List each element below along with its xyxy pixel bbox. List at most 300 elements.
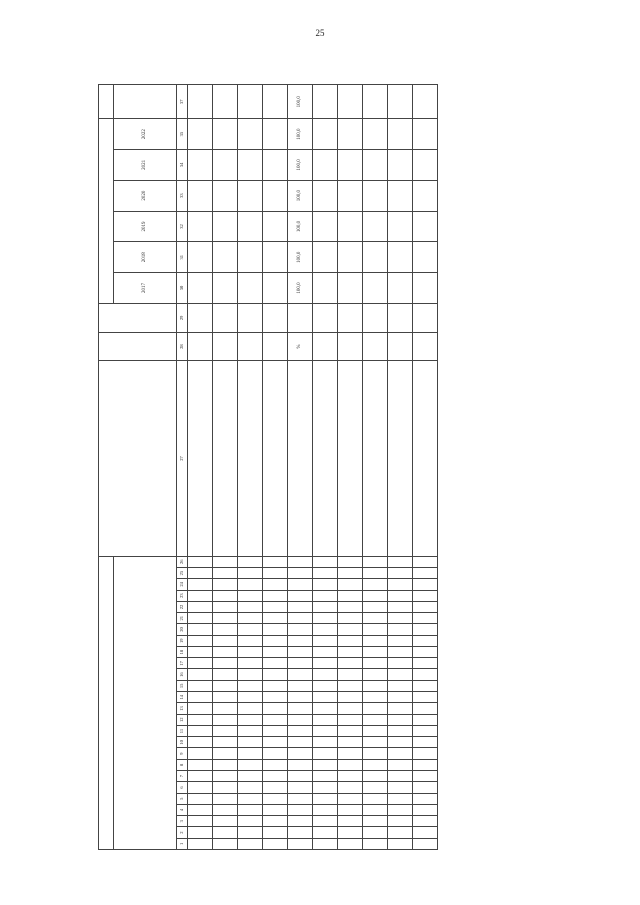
code-cell bbox=[263, 692, 288, 703]
code-cell bbox=[238, 613, 263, 624]
table-row bbox=[313, 85, 338, 850]
table-row bbox=[188, 85, 213, 850]
column-number: 23 bbox=[177, 590, 188, 601]
row-year-value bbox=[313, 149, 338, 180]
code-cell bbox=[338, 804, 363, 815]
row-name bbox=[288, 361, 313, 556]
column-number: 18 bbox=[177, 646, 188, 657]
code-cell bbox=[263, 635, 288, 646]
row-fin-year bbox=[188, 303, 213, 332]
code-cell bbox=[288, 646, 313, 657]
code-cell bbox=[313, 624, 338, 635]
row-year-value bbox=[338, 119, 363, 150]
row-year-value bbox=[413, 273, 438, 304]
row-year-value bbox=[413, 149, 438, 180]
code-cell bbox=[238, 556, 263, 567]
column-number: 27 bbox=[177, 361, 188, 556]
code-cell bbox=[363, 635, 388, 646]
row-year-value bbox=[388, 149, 413, 180]
code-cell bbox=[338, 725, 363, 736]
row-year-value bbox=[213, 149, 238, 180]
code-cell bbox=[413, 613, 438, 624]
code-cell bbox=[388, 714, 413, 725]
row-year-value bbox=[213, 273, 238, 304]
code-cell bbox=[238, 579, 263, 590]
code-cell bbox=[213, 793, 238, 804]
row-target bbox=[413, 85, 438, 119]
row-year-value bbox=[238, 273, 263, 304]
code-cell bbox=[188, 635, 213, 646]
code-cell bbox=[213, 556, 238, 567]
row-year-value bbox=[388, 273, 413, 304]
code-cell bbox=[313, 601, 338, 612]
code-cell bbox=[338, 703, 363, 714]
column-number: 37 bbox=[177, 85, 188, 119]
code-cell bbox=[238, 703, 263, 714]
row-target bbox=[238, 85, 263, 119]
code-cell bbox=[338, 771, 363, 782]
code-cell bbox=[388, 827, 413, 838]
column-number: 17 bbox=[177, 658, 188, 669]
table-row bbox=[238, 85, 263, 850]
row-year-value: 100,0 bbox=[288, 149, 313, 180]
column-number: 16 bbox=[177, 669, 188, 680]
code-cell bbox=[363, 816, 388, 827]
row-year-value bbox=[413, 242, 438, 273]
table-row bbox=[363, 85, 388, 850]
code-cell bbox=[288, 680, 313, 691]
row-year-value bbox=[313, 119, 338, 150]
code-cell bbox=[213, 635, 238, 646]
row-unit bbox=[363, 332, 388, 361]
code-cell bbox=[238, 601, 263, 612]
code-cell bbox=[413, 771, 438, 782]
row-year-value bbox=[363, 242, 388, 273]
code-cell bbox=[313, 613, 338, 624]
code-cell bbox=[263, 703, 288, 714]
code-cell bbox=[213, 748, 238, 759]
code-cell bbox=[288, 748, 313, 759]
header-target bbox=[99, 85, 114, 119]
code-cell bbox=[363, 669, 388, 680]
code-cell bbox=[338, 590, 363, 601]
column-number: 11 bbox=[177, 725, 188, 736]
code-cell bbox=[413, 725, 438, 736]
code-cell bbox=[413, 793, 438, 804]
code-cell bbox=[188, 782, 213, 793]
code-cell bbox=[388, 579, 413, 590]
row-year-value bbox=[238, 149, 263, 180]
code-cell bbox=[363, 782, 388, 793]
code-cell bbox=[338, 748, 363, 759]
code-cell bbox=[238, 748, 263, 759]
header-program-codes bbox=[114, 556, 177, 849]
code-cell bbox=[238, 646, 263, 657]
code-cell bbox=[288, 556, 313, 567]
code-cell bbox=[288, 714, 313, 725]
code-cell bbox=[263, 624, 288, 635]
code-cell bbox=[263, 590, 288, 601]
code-cell bbox=[263, 725, 288, 736]
program-table-sheet bbox=[98, 85, 558, 850]
code-cell bbox=[213, 646, 238, 657]
row-year-value bbox=[388, 242, 413, 273]
code-cell bbox=[263, 748, 288, 759]
row-year-value bbox=[188, 180, 213, 211]
code-cell bbox=[363, 759, 388, 770]
row-year-value bbox=[213, 119, 238, 150]
row-year-value bbox=[188, 149, 213, 180]
code-cell bbox=[338, 714, 363, 725]
code-cell bbox=[288, 613, 313, 624]
table-row bbox=[288, 85, 313, 850]
row-fin-year bbox=[288, 303, 313, 332]
code-cell bbox=[338, 624, 363, 635]
row-fin-year bbox=[413, 303, 438, 332]
row-year-value bbox=[413, 180, 438, 211]
code-cell bbox=[263, 613, 288, 624]
code-cell bbox=[388, 669, 413, 680]
header-budget-codes bbox=[99, 556, 114, 849]
row-year-value bbox=[388, 119, 413, 150]
code-cell bbox=[213, 804, 238, 815]
row-year-value bbox=[213, 180, 238, 211]
code-cell bbox=[363, 748, 388, 759]
code-cell bbox=[288, 590, 313, 601]
row-target bbox=[263, 85, 288, 119]
code-cell bbox=[188, 556, 213, 567]
table-row bbox=[388, 85, 413, 850]
code-cell bbox=[213, 771, 238, 782]
row-year-value bbox=[338, 149, 363, 180]
code-cell bbox=[363, 567, 388, 578]
code-cell bbox=[288, 658, 313, 669]
code-cell bbox=[313, 590, 338, 601]
row-fin-year bbox=[363, 303, 388, 332]
header-name bbox=[99, 361, 177, 556]
code-cell bbox=[388, 646, 413, 657]
code-cell bbox=[313, 714, 338, 725]
code-cell bbox=[263, 838, 288, 849]
code-cell bbox=[263, 669, 288, 680]
row-name bbox=[388, 361, 413, 556]
code-cell bbox=[338, 782, 363, 793]
code-cell bbox=[288, 759, 313, 770]
code-cell bbox=[238, 714, 263, 725]
code-cell bbox=[213, 567, 238, 578]
code-cell bbox=[338, 669, 363, 680]
code-cell bbox=[338, 692, 363, 703]
column-number: 1 bbox=[177, 838, 188, 849]
column-number: 24 bbox=[177, 579, 188, 590]
code-cell bbox=[263, 579, 288, 590]
code-cell bbox=[388, 748, 413, 759]
code-cell bbox=[238, 793, 263, 804]
code-cell bbox=[363, 793, 388, 804]
code-cell bbox=[338, 793, 363, 804]
code-cell bbox=[238, 816, 263, 827]
code-cell bbox=[213, 759, 238, 770]
row-unit bbox=[413, 332, 438, 361]
row-unit bbox=[238, 332, 263, 361]
row-year-value bbox=[263, 149, 288, 180]
code-cell bbox=[338, 759, 363, 770]
row-year-value bbox=[388, 211, 413, 242]
code-cell bbox=[313, 771, 338, 782]
header-year: 2017 bbox=[114, 273, 177, 304]
code-cell bbox=[213, 624, 238, 635]
column-number: 22 bbox=[177, 601, 188, 612]
code-cell bbox=[188, 771, 213, 782]
table-row bbox=[263, 85, 288, 850]
code-cell bbox=[263, 804, 288, 815]
row-year-value bbox=[363, 119, 388, 150]
column-number: 7 bbox=[177, 771, 188, 782]
code-cell bbox=[213, 590, 238, 601]
code-cell bbox=[413, 759, 438, 770]
code-cell bbox=[188, 590, 213, 601]
row-unit bbox=[388, 332, 413, 361]
row-year-value: 100,0 bbox=[288, 119, 313, 150]
code-cell bbox=[413, 680, 438, 691]
code-cell bbox=[238, 590, 263, 601]
code-cell bbox=[188, 748, 213, 759]
code-cell bbox=[188, 725, 213, 736]
code-cell bbox=[413, 838, 438, 849]
code-cell bbox=[313, 759, 338, 770]
row-year-value: 100,0 bbox=[288, 180, 313, 211]
row-name bbox=[413, 361, 438, 556]
code-cell bbox=[313, 669, 338, 680]
code-cell bbox=[363, 827, 388, 838]
row-target bbox=[213, 85, 238, 119]
row-year-value bbox=[238, 211, 263, 242]
column-number: 20 bbox=[177, 624, 188, 635]
code-cell bbox=[188, 646, 213, 657]
row-year-value bbox=[238, 242, 263, 273]
code-cell bbox=[413, 782, 438, 793]
column-number: 34 bbox=[177, 149, 188, 180]
program-table bbox=[98, 84, 438, 850]
code-cell bbox=[288, 782, 313, 793]
column-number: 29 bbox=[177, 303, 188, 332]
row-unit bbox=[188, 332, 213, 361]
table-row bbox=[213, 85, 238, 850]
row-year-value: 100,0 bbox=[288, 273, 313, 304]
code-cell bbox=[313, 816, 338, 827]
header-year: 2021 bbox=[114, 149, 177, 180]
code-cell bbox=[388, 804, 413, 815]
code-cell bbox=[213, 816, 238, 827]
code-cell bbox=[188, 816, 213, 827]
code-cell bbox=[288, 737, 313, 748]
code-cell bbox=[413, 579, 438, 590]
code-cell bbox=[288, 816, 313, 827]
code-cell bbox=[363, 714, 388, 725]
row-unit bbox=[213, 332, 238, 361]
code-cell bbox=[388, 635, 413, 646]
code-cell bbox=[188, 793, 213, 804]
code-cell bbox=[388, 816, 413, 827]
code-cell bbox=[338, 579, 363, 590]
row-name bbox=[263, 361, 288, 556]
code-cell bbox=[263, 782, 288, 793]
code-cell bbox=[188, 680, 213, 691]
code-cell bbox=[288, 771, 313, 782]
row-year-value bbox=[263, 180, 288, 211]
code-cell bbox=[188, 658, 213, 669]
row-year-value bbox=[238, 119, 263, 150]
row-name bbox=[238, 361, 263, 556]
code-cell bbox=[313, 646, 338, 657]
code-cell bbox=[313, 703, 338, 714]
code-cell bbox=[413, 827, 438, 838]
column-number: 19 bbox=[177, 635, 188, 646]
row-year-value bbox=[263, 119, 288, 150]
code-cell bbox=[388, 680, 413, 691]
table-row bbox=[413, 85, 438, 850]
code-cell bbox=[388, 771, 413, 782]
code-cell bbox=[263, 714, 288, 725]
code-cell bbox=[363, 680, 388, 691]
code-cell bbox=[388, 692, 413, 703]
code-cell bbox=[413, 703, 438, 714]
row-year-value bbox=[413, 119, 438, 150]
code-cell bbox=[413, 804, 438, 815]
code-cell bbox=[238, 759, 263, 770]
column-number: 26 bbox=[177, 556, 188, 567]
row-name bbox=[363, 361, 388, 556]
code-cell bbox=[213, 680, 238, 691]
code-cell bbox=[363, 725, 388, 736]
code-cell bbox=[413, 816, 438, 827]
code-cell bbox=[313, 680, 338, 691]
code-cell bbox=[188, 567, 213, 578]
code-cell bbox=[238, 635, 263, 646]
code-cell bbox=[288, 838, 313, 849]
code-cell bbox=[288, 804, 313, 815]
code-cell bbox=[313, 692, 338, 703]
row-year-value bbox=[413, 211, 438, 242]
code-cell bbox=[388, 613, 413, 624]
row-name bbox=[188, 361, 213, 556]
code-cell bbox=[313, 782, 338, 793]
code-cell bbox=[338, 827, 363, 838]
code-cell bbox=[413, 658, 438, 669]
code-cell bbox=[213, 703, 238, 714]
code-cell bbox=[413, 601, 438, 612]
table-row bbox=[338, 85, 363, 850]
code-cell bbox=[188, 759, 213, 770]
column-number: 31 bbox=[177, 242, 188, 273]
code-cell bbox=[388, 624, 413, 635]
code-cell bbox=[363, 579, 388, 590]
row-target bbox=[313, 85, 338, 119]
code-cell bbox=[263, 658, 288, 669]
code-cell bbox=[363, 590, 388, 601]
code-cell bbox=[413, 714, 438, 725]
column-number: 4 bbox=[177, 804, 188, 815]
code-cell bbox=[263, 601, 288, 612]
code-cell bbox=[413, 748, 438, 759]
row-year-value bbox=[313, 180, 338, 211]
code-cell bbox=[388, 601, 413, 612]
row-target bbox=[388, 85, 413, 119]
code-cell bbox=[288, 793, 313, 804]
code-cell bbox=[288, 725, 313, 736]
header-year: 2020 bbox=[114, 180, 177, 211]
code-cell bbox=[288, 624, 313, 635]
code-cell bbox=[238, 804, 263, 815]
code-cell bbox=[388, 793, 413, 804]
code-cell bbox=[288, 635, 313, 646]
row-unit bbox=[263, 332, 288, 361]
code-cell bbox=[263, 827, 288, 838]
code-cell bbox=[338, 635, 363, 646]
row-year-value bbox=[388, 180, 413, 211]
code-cell bbox=[313, 556, 338, 567]
code-cell bbox=[288, 567, 313, 578]
code-cell bbox=[388, 703, 413, 714]
code-cell bbox=[213, 827, 238, 838]
code-cell bbox=[238, 838, 263, 849]
page-number: 25 bbox=[315, 28, 325, 38]
row-year-value bbox=[188, 242, 213, 273]
code-cell bbox=[263, 737, 288, 748]
column-number: 13 bbox=[177, 703, 188, 714]
row-year-value bbox=[338, 211, 363, 242]
code-cell bbox=[288, 579, 313, 590]
header-year: 2022 bbox=[114, 119, 177, 150]
code-cell bbox=[413, 590, 438, 601]
code-cell bbox=[363, 601, 388, 612]
code-cell bbox=[188, 613, 213, 624]
code-cell bbox=[363, 737, 388, 748]
code-cell bbox=[213, 692, 238, 703]
row-year-value bbox=[263, 242, 288, 273]
code-cell bbox=[388, 737, 413, 748]
code-cell bbox=[338, 680, 363, 691]
code-cell bbox=[238, 669, 263, 680]
code-cell bbox=[213, 613, 238, 624]
code-cell bbox=[238, 624, 263, 635]
header-target-sub bbox=[114, 85, 177, 119]
row-year-value bbox=[338, 180, 363, 211]
code-cell bbox=[238, 827, 263, 838]
row-name bbox=[313, 361, 338, 556]
code-cell bbox=[313, 838, 338, 849]
row-target: 100,0 bbox=[288, 85, 313, 119]
row-year-value bbox=[238, 180, 263, 211]
code-cell bbox=[363, 692, 388, 703]
code-cell bbox=[188, 804, 213, 815]
code-cell bbox=[288, 827, 313, 838]
row-target bbox=[188, 85, 213, 119]
row-year-value bbox=[213, 211, 238, 242]
column-number: 15 bbox=[177, 680, 188, 691]
code-cell bbox=[213, 782, 238, 793]
code-cell bbox=[288, 601, 313, 612]
row-year-value bbox=[363, 211, 388, 242]
code-cell bbox=[188, 624, 213, 635]
row-year-value bbox=[213, 242, 238, 273]
row-year-value bbox=[263, 273, 288, 304]
code-cell bbox=[363, 613, 388, 624]
row-name bbox=[213, 361, 238, 556]
column-number: 33 bbox=[177, 180, 188, 211]
code-cell bbox=[213, 601, 238, 612]
code-cell bbox=[313, 737, 338, 748]
